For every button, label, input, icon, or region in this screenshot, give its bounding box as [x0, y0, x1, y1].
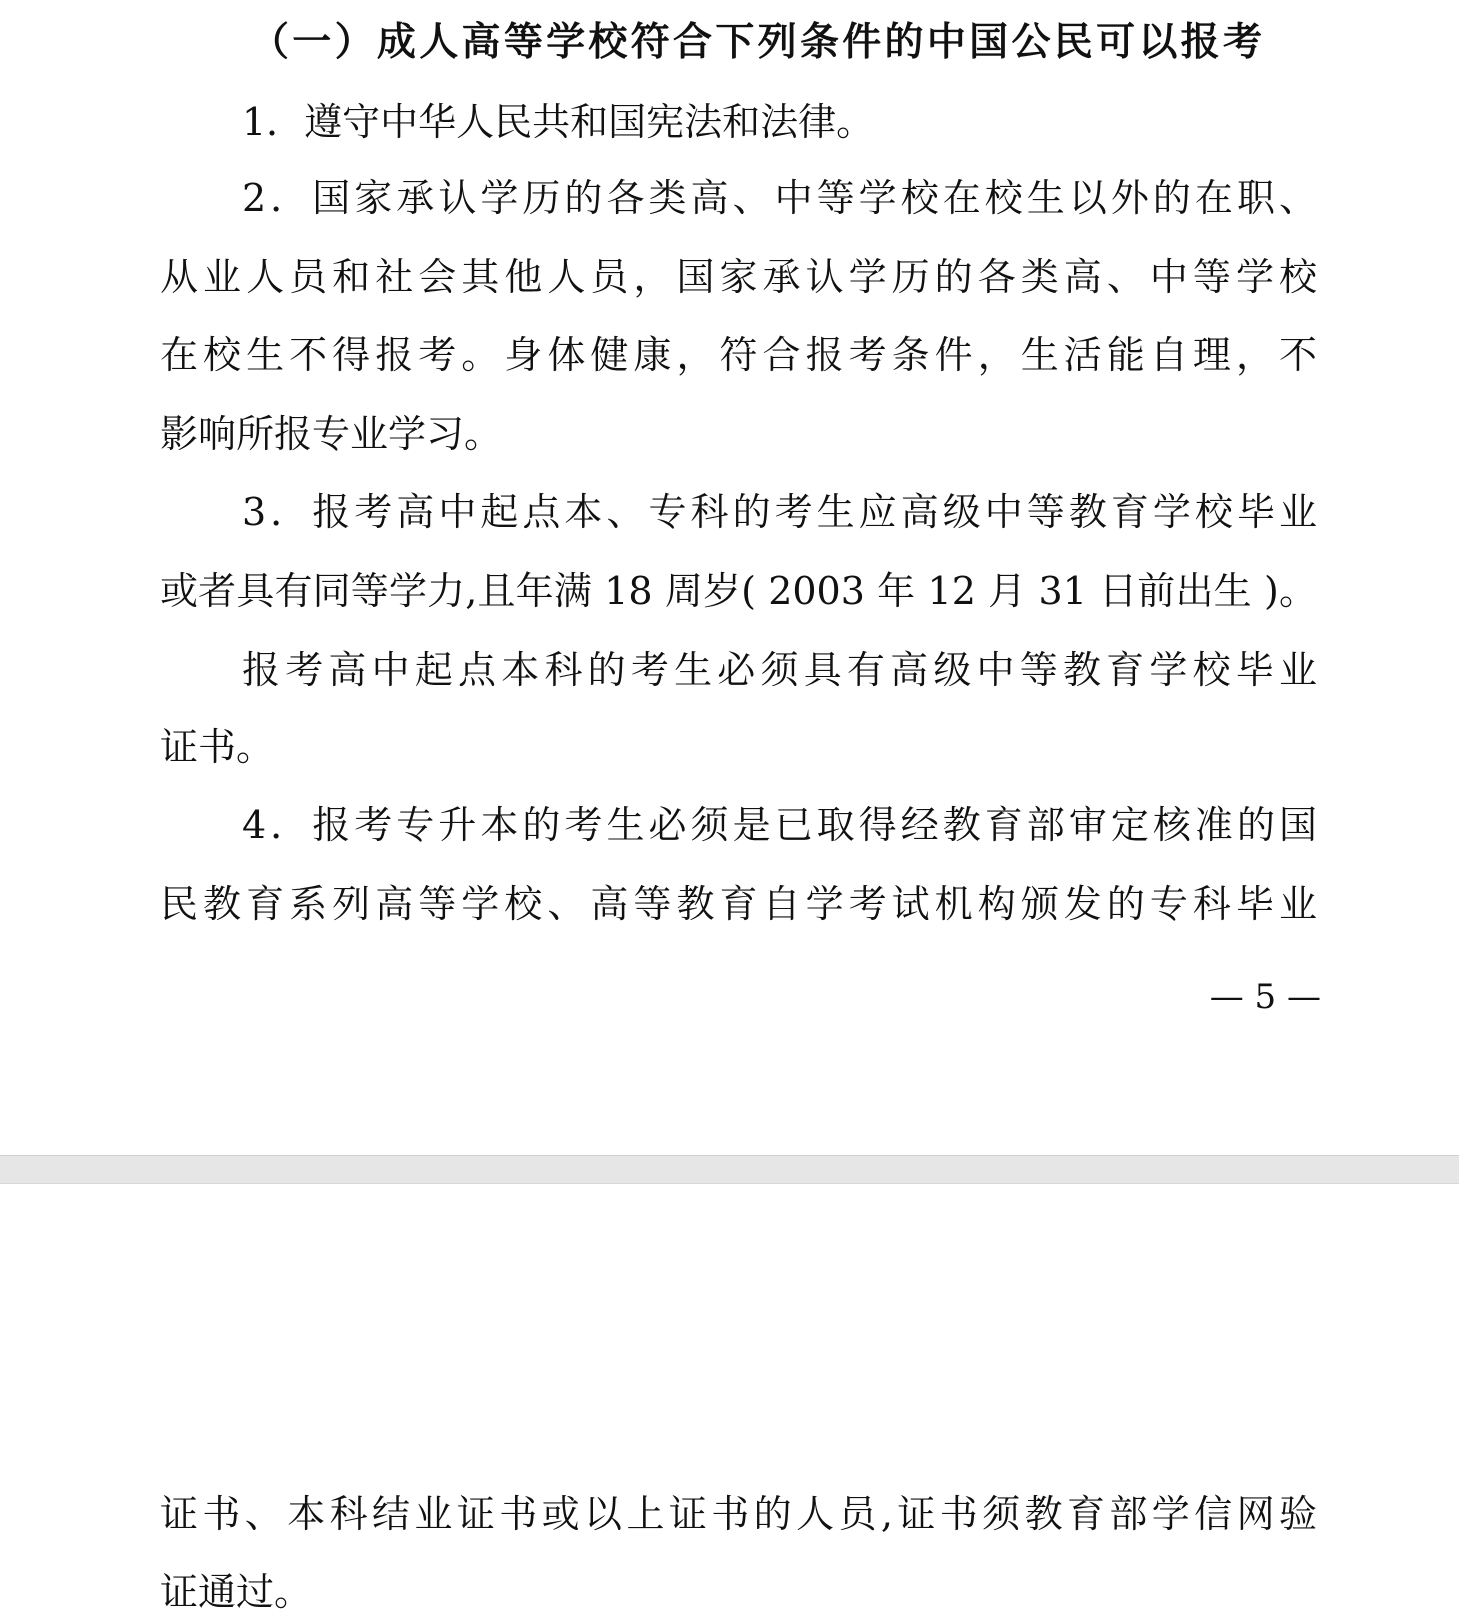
- paragraph-line: 民教育系列高等学校、高等教育自学考试机构颁发的专科毕业: [160, 882, 1317, 926]
- page-separator: [0, 1155, 1459, 1184]
- paragraph-line: 1．遵守中华人民共和国宪法和法律。: [242, 100, 875, 144]
- paragraph-line: 证通过。: [160, 1570, 313, 1614]
- paragraph-line: 4．报考专升本的考生必须是已取得经教育部审定核准的国: [242, 803, 1317, 847]
- document-page-6: [0, 1184, 1459, 1624]
- paragraph-line: 3．报考高中起点本、专科的考生应高级中等教育学校毕业: [242, 490, 1317, 534]
- paragraph-line: 证书、本科结业证书或以上证书的人员,证书须教育部学信网验: [160, 1492, 1317, 1536]
- page-number: — 5 —: [1209, 977, 1321, 1017]
- paragraph-line: 影响所报专业学习。: [160, 412, 503, 456]
- paragraph-line: 从业人员和社会其他人员，国家承认学历的各类高、中等学校: [160, 255, 1317, 299]
- paragraph-line: 报考高中起点本科的考生必须具有高级中等教育学校毕业: [242, 648, 1317, 692]
- paragraph-line: 2．国家承认学历的各类高、中等学校在校生以外的在职、: [242, 176, 1317, 220]
- section-heading: （一）成人高等学校符合下列条件的中国公民可以报考: [250, 19, 1262, 65]
- paragraph-line: 或者具有同等学力,且年满 18 周岁( 2003 年 12 月 31 日前出生 )。: [160, 569, 1317, 613]
- paragraph-line: 在校生不得报考。身体健康，符合报考条件，生活能自理，不: [160, 333, 1317, 377]
- paragraph-line: 证书。: [160, 725, 275, 769]
